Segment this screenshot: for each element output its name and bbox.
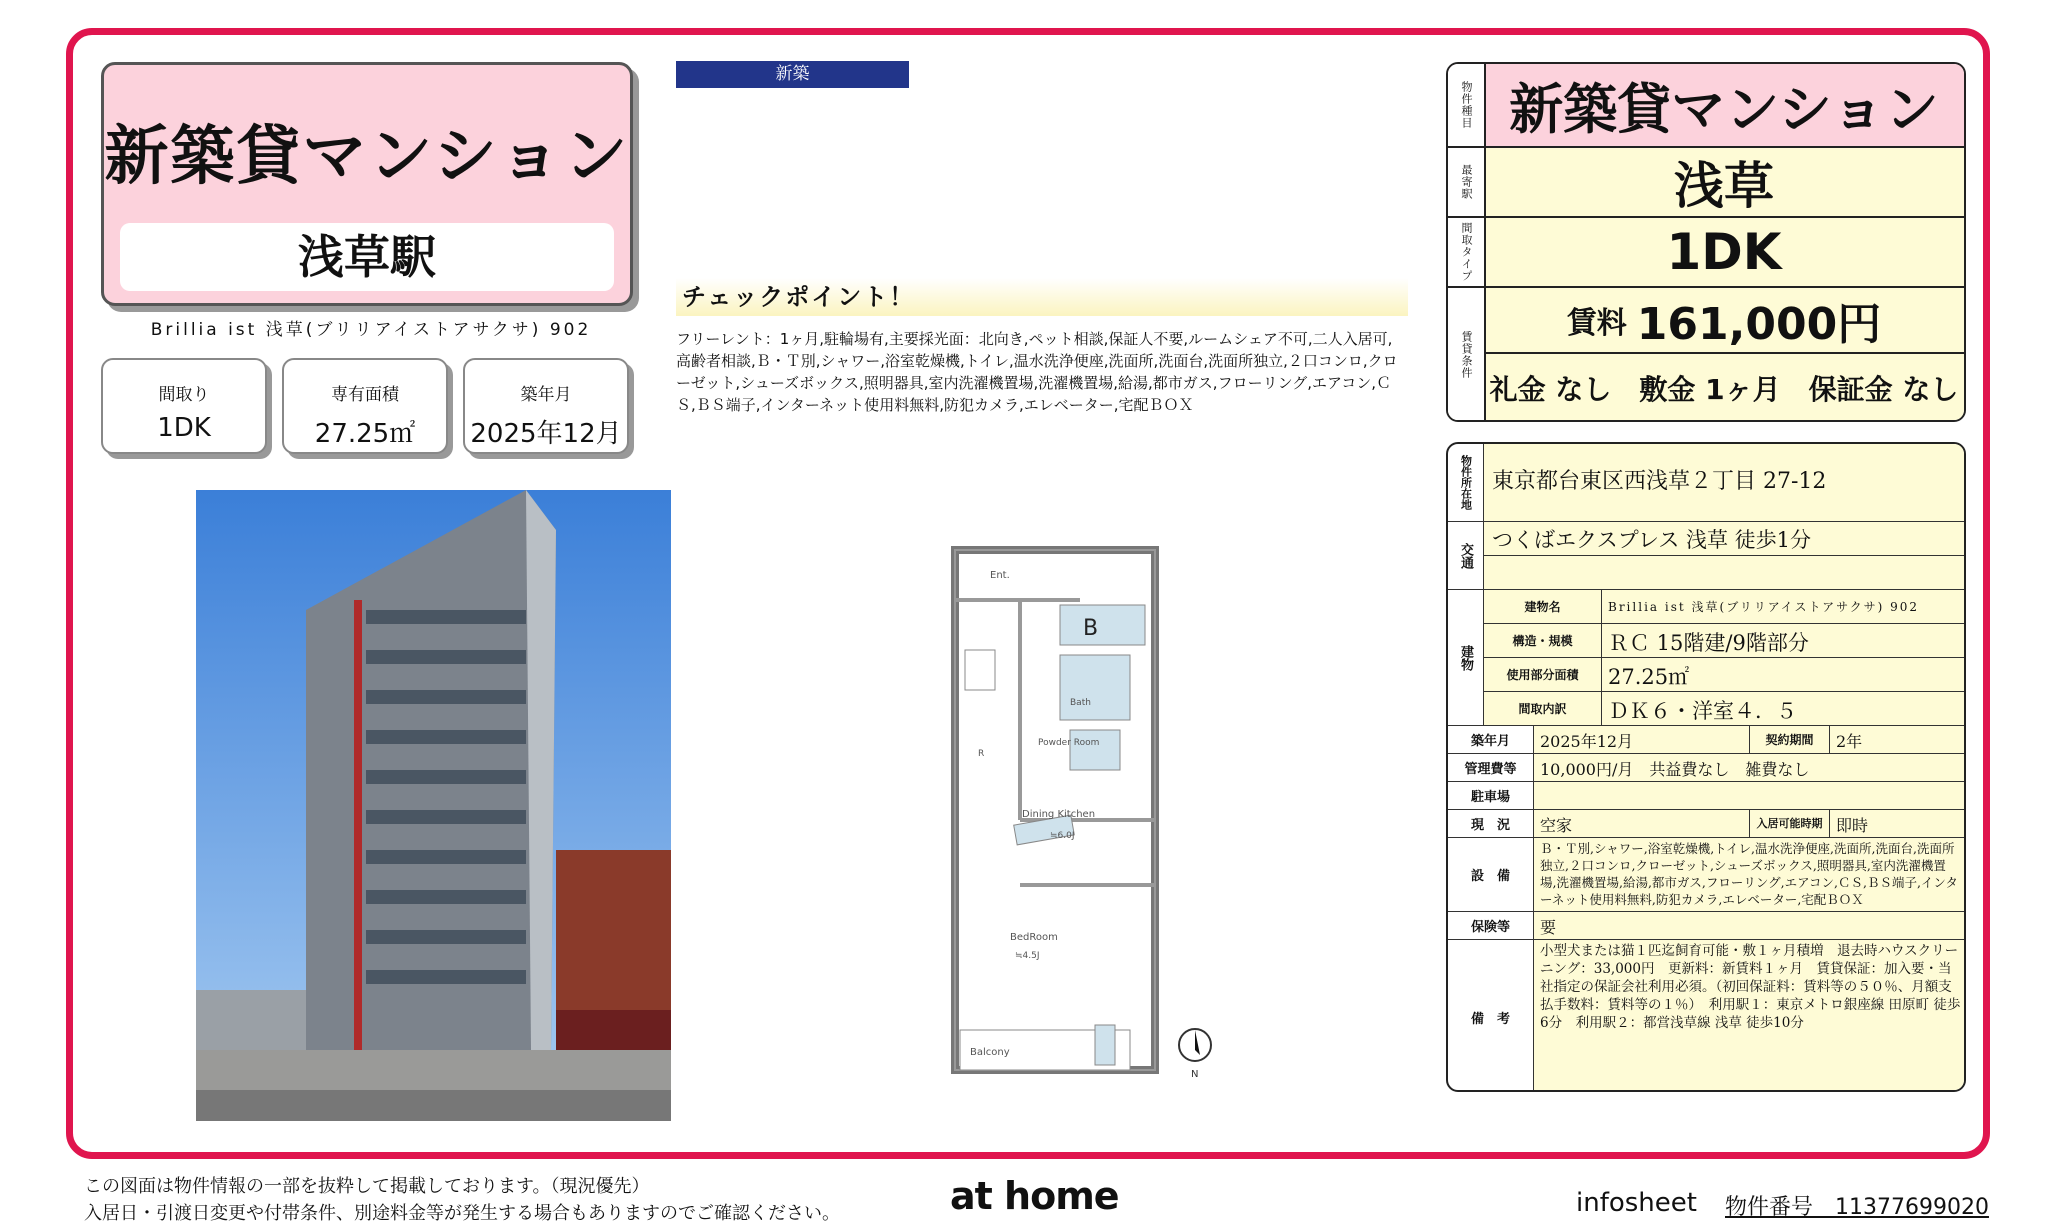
stat-value: 27.25㎡ <box>314 419 416 449</box>
building-photo <box>196 490 671 1121</box>
title-card <box>101 62 633 306</box>
row-label: 賃貸条件 <box>1448 288 1486 422</box>
fp-north: N <box>1191 1069 1199 1080</box>
initial-fees: 礼金 なし 敷金 1ヶ月 保証金 なし <box>1489 373 1959 406</box>
label-notes: 備 考 <box>1448 940 1534 1092</box>
fp-bath: Bath <box>1070 698 1091 708</box>
row-rent <box>1448 288 1964 422</box>
property-number: 物件番号 11377699020 <box>1725 1195 1989 1220</box>
nearest-station: 浅草 <box>1674 157 1774 215</box>
fp-b: B <box>1083 616 1099 641</box>
row-label: 物件種目 <box>1448 64 1486 146</box>
property-name: Brillia ist 浅草(ブリリアイストアサクサ) 902 <box>150 320 592 340</box>
area-value: 27.25㎡ <box>1602 658 1966 692</box>
fp-r: R <box>978 749 985 759</box>
row-layout <box>1448 218 1964 288</box>
details-box <box>1446 442 1966 1092</box>
stat-value: 2025年12月 <box>470 419 622 449</box>
insurance-value: 要 <box>1534 912 1966 940</box>
fp-bed-size: ≒4.5J <box>1015 951 1040 961</box>
structure-value: ＲＣ 15階建/9階部分 <box>1602 624 1966 658</box>
notes-value: 小型犬または猫１匹迄飼育可能・敷１ヶ月積増 退去時ハウスクリーニング：33,000円 更新料：新賃料１ヶ月 賃貸保証：加入要・当社指定の保証会社利用必須。（初回保証料：賃料等の５０％、月額支払手数料：賃料等の１％） 利用駅１：東京メトロ銀座線 田原町 徒歩6分 利用駅２：都営浅草線 浅草 徒歩10分 <box>1534 940 1966 1092</box>
athome-logo: at home <box>950 1174 1119 1218</box>
label-transport: 交通 <box>1448 522 1484 590</box>
transport-empty <box>1484 556 1966 590</box>
row-label: 間取タイプ <box>1448 218 1486 286</box>
label-address: 物件所在地 <box>1448 444 1484 522</box>
label-area: 使用部分面積 <box>1484 658 1602 692</box>
row-label: 最寄駅 <box>1448 148 1486 216</box>
floor-plan <box>940 500 1240 1090</box>
rent-value: 161,000円 <box>1636 299 1882 350</box>
transport-value: つくばエクスプレス 浅草 徒歩1分 <box>1484 522 1966 556</box>
stat-area <box>282 358 448 454</box>
label-insurance: 保険等 <box>1448 912 1534 940</box>
property-type: 新築貸マンション <box>1509 77 1939 141</box>
label-parking: 駐車場 <box>1448 782 1534 810</box>
label-room: 間取内訳 <box>1484 692 1602 726</box>
room-value: ＤＫ６・洋室４．５ <box>1602 692 1966 726</box>
footer-note-1: この図面は物件情報の一部を抜粋して掲載しております。（現況優先） <box>84 1176 650 1197</box>
stat-label: 築年月 <box>520 385 572 405</box>
layout-type: 1DK <box>1666 223 1782 281</box>
row-type <box>1448 64 1964 148</box>
fp-balcony: Balcony <box>970 1047 1010 1058</box>
stat-built <box>463 358 629 454</box>
summary-box <box>1446 62 1966 422</box>
parking-value <box>1534 782 1966 810</box>
label-status: 現 況 <box>1448 810 1534 838</box>
label-bldg-name: 建物名 <box>1484 590 1602 624</box>
label-building: 建物 <box>1448 590 1484 726</box>
contract-value: 2年 <box>1830 726 1966 754</box>
fp-powder: Powder Room <box>1038 738 1100 748</box>
address-value: 東京都台東区西浅草２丁目 27-12 <box>1484 444 1966 522</box>
checkpoint-text: フリーレント：1ヶ月,駐輪場有,主要採光面：北向き,ペット相談,保証人不要,ルームシェア不可,二人入居可,高齢者相談,Ｂ・Ｔ別,シャワー,浴室乾燥機,トイレ,温水洗浄便座,洗面所,洗面台,洗面所独立,２口コンロ,クローゼット,シューズボックス,照明器具,室内洗濯機置場,洗濯機置場,給湯,都市ガス,フローリング,エアコン,ＣＳ,ＢＳ端子,インターネット使用料無料,防犯カメラ,エレベーター,宅配ＢＯＸ <box>676 330 1398 414</box>
stat-label: 間取り <box>158 385 210 405</box>
rent-prefix: 賃料 <box>1566 306 1627 341</box>
equip-value: Ｂ・Ｔ別,シャワー,浴室乾燥機,トイレ,温水洗浄便座,洗面所,洗面台,洗面所独立,２口コンロ,クローゼット,シューズボックス,照明器具,室内洗濯機置場,洗濯機置場,給湯,都市ガス,フローリング,エアコン,ＣＳ,ＢＳ端子,インターネット使用料無料,防犯カメラ,エレベーター,宅配ＢＯＸ <box>1534 838 1966 912</box>
rent-line <box>1484 288 1964 354</box>
fp-entrance: Ent. <box>990 570 1010 581</box>
label-movein: 入居可能時期 <box>1750 810 1830 838</box>
label-mgmt: 管理費等 <box>1448 754 1534 782</box>
new-build-tag: 新築 <box>676 61 909 88</box>
label-built: 築年月 <box>1448 726 1534 754</box>
label-equip: 設 備 <box>1448 838 1534 912</box>
label-structure: 構造・規模 <box>1484 624 1602 658</box>
fp-dk-size: ≒6.0J <box>1050 831 1075 841</box>
row-station <box>1448 148 1964 218</box>
movein-value: 即時 <box>1830 810 1966 838</box>
station-label: 浅草駅 <box>120 223 614 291</box>
stat-label: 専有面積 <box>331 385 399 405</box>
property-type-title: 新築貸マンション <box>104 120 630 194</box>
status-value: 空家 <box>1534 810 1750 838</box>
checkpoint-heading: チェックポイント！ <box>676 278 1408 316</box>
stat-value: 1DK <box>157 413 211 443</box>
fp-dk: Dining Kitchen <box>1022 809 1096 820</box>
mgmt-value: 10,000円/月 共益費なし 雑費なし <box>1534 754 1966 782</box>
label-contract: 契約期間 <box>1750 726 1830 754</box>
bldg-name-value: Brillia ist 浅草(ブリリアイストアサクサ) 902 <box>1602 590 1966 624</box>
stat-layout <box>101 358 267 454</box>
built-value: 2025年12月 <box>1534 726 1750 754</box>
footer-note-2: 入居日・引渡日変更や付帯条件、別途料金等が発生する場合もありますのでご確認ください。 <box>84 1203 840 1224</box>
fp-bedroom: BedRoom <box>1010 932 1058 943</box>
infosheet-label: infosheet <box>1576 1188 1697 1218</box>
